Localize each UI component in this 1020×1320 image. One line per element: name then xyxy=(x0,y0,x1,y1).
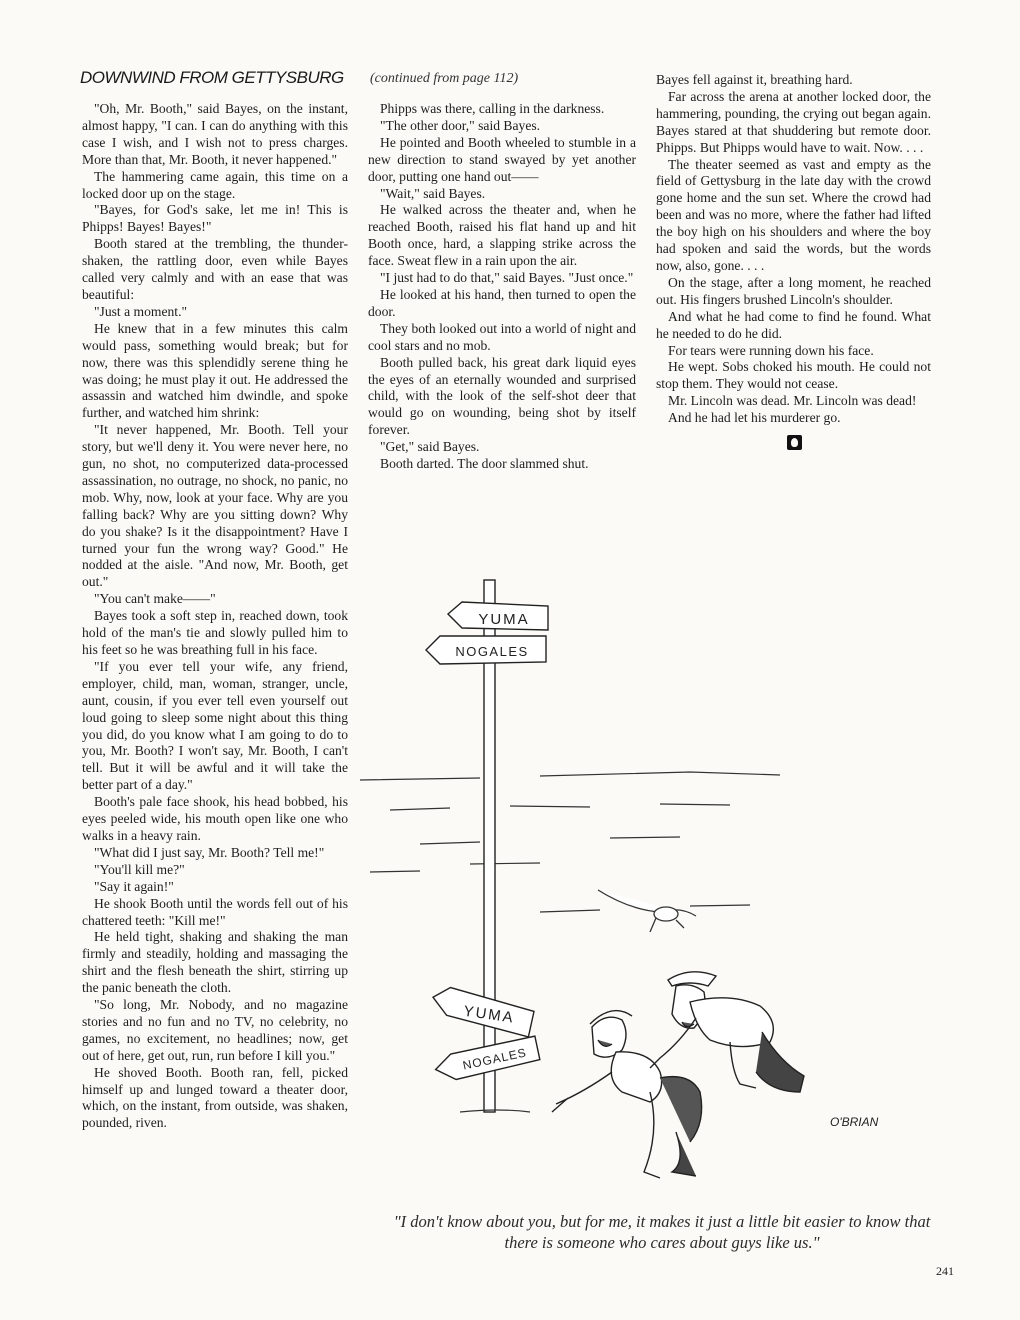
paragraph: Phipps was there, calling in the darkness. xyxy=(380,101,605,116)
cartoon-illustration xyxy=(360,572,940,1190)
paragraph: They both looked out into a world of night and cool stars and no mob. xyxy=(368,320,636,353)
sign-bottom-yuma xyxy=(429,985,535,1037)
paragraph: Booth darted. The door slammed shut. xyxy=(380,456,589,472)
cowboy-figure-left xyxy=(552,1011,702,1178)
sign-label: YUMA xyxy=(478,611,530,628)
paragraph: Booth pulled back, his great dark liquid eyes the eyes of an eternally wounded and surprised child, with the look of the self-shot deer that would go on wounding, being shot by itself forever. xyxy=(368,354,636,438)
paragraph: "I just had to do that," said Bayes. "Just once." xyxy=(380,270,634,286)
text-column-3 xyxy=(656,72,931,455)
paragraph: "So long, Mr. Nobody, and no magazine stories and no fun and no TV, no celebrity, no games, no excitement, no headlines; now, get out of here, get out, run, run before I kill you." xyxy=(82,997,348,1063)
paragraph: On the stage, after a long moment, he reached out. His fingers brushed Lincoln's shoulder. xyxy=(656,274,931,307)
desert-lines xyxy=(360,772,780,912)
paragraph: The hammering came again, this time on a locked door up on the stage. xyxy=(82,168,348,201)
text-column-1 xyxy=(82,101,348,1132)
paragraph: He shook Booth until the words fell out of his chattered teeth: "Kill me!" xyxy=(82,895,348,928)
paragraph: Booth's pale face shook, his head bobbed, his eyes peeled wide, his mouth open like one who walks in a heavy rain. xyxy=(82,794,348,843)
paragraph: He wept. Sobs choked his mouth. He could not stop them. They would not cease. xyxy=(656,359,931,392)
paragraph: "You'll kill me?" xyxy=(94,861,185,877)
paragraph: "Oh, Mr. Booth," said Bayes, on the instant, almost happy, "I can. I can do anything with this case I wish, and I wish not to press charges. More than that, Mr. Booth, it never happened." xyxy=(82,101,348,167)
paragraph: "The other door," said Bayes. xyxy=(380,117,541,133)
paragraph: "Say it again!" xyxy=(94,878,174,894)
end-of-story-icon xyxy=(787,435,802,450)
sign-label: NOGALES xyxy=(455,644,529,659)
sign-label: NOGALES xyxy=(461,1045,528,1073)
paragraph: And he had let his murderer go. xyxy=(668,410,841,426)
paragraph: For tears were running down his face. xyxy=(668,342,874,358)
paragraph: "If you ever tell your wife, any friend, employer, child, man, woman, stranger, uncle, aunt, cousin, if you ever tell even yourself out loud going to sleep some night about this thing you did, do you know what I am going to do to you, Mr. Booth? I won't say, Mr. Booth, I can't tell. But it will be awful and it will take the better part of a day." xyxy=(82,658,348,793)
paragraph: "It never happened, Mr. Booth. Tell your story, but we'll deny it. You were never here, no gun, no shot, no computerized data-processed assassination, no outrage, no shock, no panic, no mob. Why, now, look at your face. Why are you falling back? Why are you sitting down? Why do you shake? Is it the disappointment? Have I turned your fun the wrong way? Good." He nodded at the aisle. "And now, Mr. Booth, get out." xyxy=(82,422,348,590)
paragraph: "You can't make——" xyxy=(94,591,216,607)
cattle-skull-icon xyxy=(598,890,696,932)
paragraph: Bayes took a soft step in, reached down, took hold of the man's tie and slowly pulled him to his feet so he was breathing full in his face. xyxy=(82,608,348,657)
sign-label: YUMA xyxy=(462,1002,516,1027)
paragraph: He walked across the theater and, when he reached Booth, raised his flat hand up and hit Booth once, hard, a slapping strike across the face. Sweat flew in a rain upon the air. xyxy=(368,202,636,269)
story-title: DOWNWIND FROM GETTYSBURG xyxy=(80,68,344,87)
continued-note: (continued from page 112) xyxy=(370,71,519,86)
paragraph: He held tight, shaking and shaking the man firmly and steadily, holding and massaging the shirt and the flesh beneath the shirt, stirring up the panic beneath the cloth. xyxy=(82,929,348,996)
paragraph: He knew that in a few minutes this calm would pass, something would break; but for now, there was this splendidly serene thing he was doing; he must play it out. He addressed the assassin and watched him dwindle, and spoke further, and watched him shrink: xyxy=(82,320,348,421)
sign-top-yuma xyxy=(448,602,548,630)
paragraph: The theater seemed as vast and empty as the field of Gettysburg in the late day with the crowd gone home and the sun set. Where the crowd had been and was no more, where the father had lifted the boy high on his shoulders and where the boy had spoken and said the words, but the words now, also, gone. . . . xyxy=(656,156,931,273)
artist-signature: O'BRIAN xyxy=(830,1115,879,1129)
page-number: 241 xyxy=(936,1264,954,1278)
text-column-2 xyxy=(368,101,636,473)
paragraph: Far across the arena at another locked door, the hammering, pounding, the crying out began again. Bayes stared at that shuddering but remote door. Phipps. But Phipps would have to wait. Now. . . . xyxy=(656,88,931,155)
paragraph: Bayes fell against it, breathing hard. xyxy=(656,72,853,87)
paragraph: "Bayes, for God's sake, let me in! This is Phipps! Bayes! Bayes!" xyxy=(82,202,348,235)
paragraph: Booth stared at the trembling, the thunder-shaken, the rattling door, even while Bayes called very calmly and with an ease that was beautiful: xyxy=(82,236,348,302)
paragraph: He shoved Booth. Booth ran, fell, picked himself up and lunged toward a theater door, which, on the instant, from outside, was shaken, pounded, riven. xyxy=(82,1064,348,1131)
paragraph: He looked at his hand, then turned to open the door. xyxy=(368,286,636,319)
paragraph: "Just a moment." xyxy=(94,303,188,319)
sign-top-nogales xyxy=(426,636,546,664)
cartoon-caption: "I don't know about you, but for me, it makes it just a little bit easier to know that there is someone who cares about guys like us." xyxy=(393,1212,931,1252)
cowboy-figure-right xyxy=(650,972,804,1092)
paragraph: "Get," said Bayes. xyxy=(380,439,480,455)
paragraph: "What did I just say, Mr. Booth? Tell me!" xyxy=(94,844,325,860)
paragraph: Mr. Lincoln was dead. Mr. Lincoln was dead! xyxy=(668,393,917,409)
paragraph: And what he had come to find he found. What he needed to do he did. xyxy=(656,308,931,341)
paragraph: "Wait," said Bayes. xyxy=(380,185,486,201)
paragraph: He pointed and Booth wheeled to stumble in a new direction to stand swayed by yet another door, putting one hand out—— xyxy=(368,134,636,184)
